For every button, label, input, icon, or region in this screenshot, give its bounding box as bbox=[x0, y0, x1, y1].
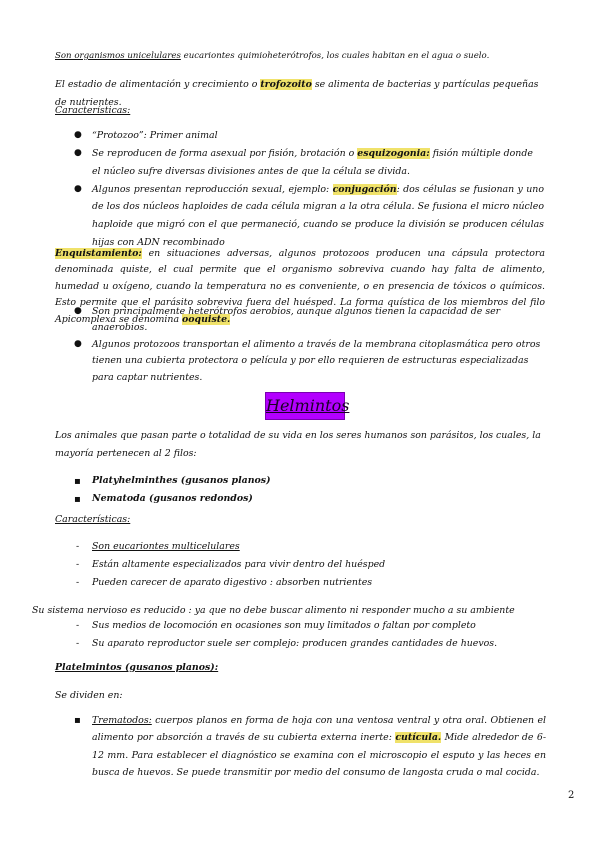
list-item-text: “Protozoo”: Primer animal bbox=[92, 130, 218, 141]
helminth-characteristics-list-2 bbox=[74, 617, 544, 653]
trophozoite-text-pre: El estadio de alimentación y crecimiento o bbox=[55, 79, 261, 90]
list-item-text: Nematoda (gusanos redondos) bbox=[92, 492, 253, 504]
list-item-text: Platyhelminthes (gusanos planos) bbox=[92, 475, 271, 486]
list-item-text: Algunos protozoos transportan el alimento a través de la membrana citoplasmática pero otros tienen una cubierta protectora o película y por ello requieren de estructuras especializadas para captar nutrientes. bbox=[92, 338, 541, 383]
schizogony-term: esquizogonia: bbox=[357, 147, 430, 159]
list-item-text: Mide alrededor de 6-12 mm. Para establecer el diagnóstico se examina con el microscopio el esputo y las heces en busca de huevos. Se puede transmitir por medio del consumo de langosta cruda o mal cocida. bbox=[92, 732, 546, 779]
list-item-text: Su aparato reproductor suele ser complejo: producen grandes cantidades de huevos. bbox=[92, 637, 498, 649]
flatworm-classes-list bbox=[74, 712, 546, 782]
list-item-text: Son eucariontes multicelulares bbox=[92, 541, 240, 552]
protozoa-list bbox=[74, 127, 544, 252]
list-item-text: Sus medios de locomoción en ocasiones son muy limitados o faltan por completo bbox=[92, 620, 476, 631]
list-item bbox=[74, 574, 544, 592]
intro-term: Son organismos unicelulares bbox=[55, 51, 181, 61]
list-item bbox=[74, 556, 544, 574]
list-item bbox=[74, 127, 544, 145]
page-number: 2 bbox=[568, 790, 575, 801]
helminths-intro-paragraph: Los animales que pasan parte o totalidad de su vida en los seres humanos son parásitos, los cuales, la mayoría pertenecen al 2 filos: bbox=[55, 430, 541, 459]
list-item bbox=[74, 145, 544, 181]
conjugation-term: conjugación bbox=[332, 183, 397, 195]
heading-platelmintos: Platelmintos (gusanos planos): bbox=[55, 662, 219, 673]
trophozoite-text-rest: se alimenta de bacterias y partículas pequeñas de nutrientes. bbox=[55, 79, 539, 108]
encystment-text: en situaciones adversas, algunos protozoos producen una cápsula protectora denominada quiste, el cual permite que el organismo sobreviva cuando hay falta de alimento, humedad u oxígeno, cuando la temperatura no es conveniente, o en presencia de tóxicos o químicos. Esto permite que el parásito sobreviva fuera del huésped. La forma quística de los miembros del filo Apicomplexa se denomina bbox=[55, 248, 545, 325]
protozoa-list-2 bbox=[74, 304, 544, 386]
trematodes-term: Trematodos: bbox=[92, 715, 152, 726]
list-item-text: Algunos presentan reproducción sexual, ejemplo: bbox=[92, 183, 333, 195]
list-item-text: Pueden carecer de aparato digestivo : absorben nutrientes bbox=[92, 576, 373, 588]
heading-characteristics-2: Características: bbox=[55, 514, 131, 525]
list-item bbox=[74, 617, 544, 635]
list-item-text: Son principalmente heterótrofos aerobios, aunque algunos tienen la capacidad de ser anaerobios. bbox=[92, 306, 501, 334]
phyla-list bbox=[74, 472, 544, 508]
heading-characteristics-1: Características: bbox=[55, 105, 131, 116]
trophozoite-term: trofozoito bbox=[260, 79, 312, 90]
cuticle-term: cutícula. bbox=[395, 732, 442, 744]
list-item bbox=[74, 304, 544, 337]
list-item bbox=[74, 712, 546, 782]
section-title-helmintos: Helmintos bbox=[265, 392, 345, 420]
list-item bbox=[74, 472, 544, 490]
nervous-system-paragraph: Su sistema nervioso es reducido : ya que no debe buscar alimento ni responder mucho a su ambiente bbox=[32, 605, 515, 616]
list-item bbox=[74, 181, 544, 252]
list-item-text: cuerpos planos en forma de hoja con una ventosa ventral y otra oral. Obtienen el alimento por absorción a través de su cubierta externa inerte: bbox=[92, 715, 546, 744]
list-item bbox=[74, 337, 544, 386]
list-item-text: : dos células se fusionan y uno de los dos núcleos haploides de cada célula migran a la otra célula. Se fusiona el micro núcleo haploide que migró con el que permaneció, cuando se produce la división se producen células hijas con ADN recombinado bbox=[92, 183, 544, 249]
oocyst-term: ooquiste. bbox=[182, 313, 231, 325]
list-item bbox=[74, 538, 544, 556]
list-item-text: Se reproducen de forma asexual por fisión, brotación o bbox=[92, 147, 358, 159]
list-item bbox=[74, 490, 544, 508]
list-item bbox=[74, 635, 544, 653]
divided-into-text: Se dividen en: bbox=[55, 690, 123, 701]
encystment-term: Enquistamiento: bbox=[55, 248, 142, 259]
intro-paragraph bbox=[55, 48, 545, 64]
list-item-text: Están altamente especializados para vivir dentro del huésped bbox=[92, 558, 386, 570]
list-item-text: fisión múltiple donde el núcleo sufre diversas divisiones antes de que la célula se divida. bbox=[92, 147, 533, 177]
helminth-characteristics-list bbox=[74, 538, 544, 592]
intro-text: eucariontes quimioheterótrofos, los cuales habitan en el agua o suelo. bbox=[180, 51, 490, 61]
